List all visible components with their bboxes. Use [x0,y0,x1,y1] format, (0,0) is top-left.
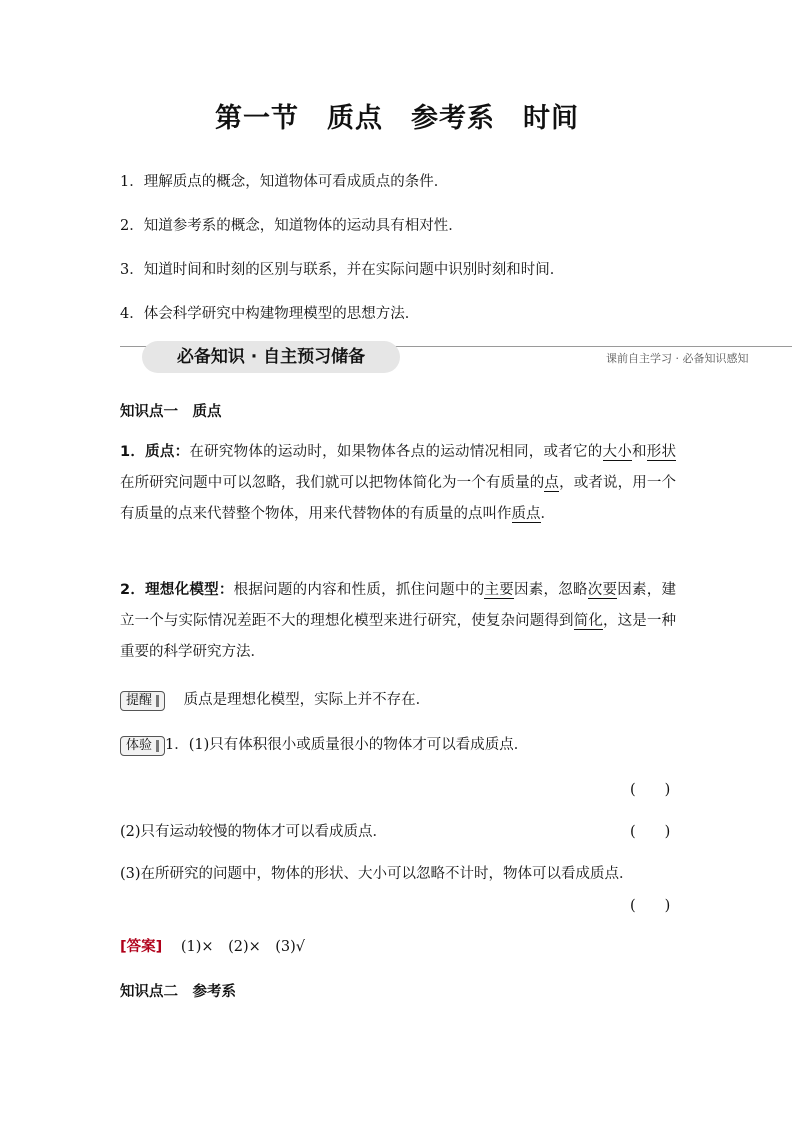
section-title: 必备知识 · 自主预习储备 [142,341,400,373]
kp1-heading: 知识点一 质点 [120,404,222,420]
p1-underline-2: 形状 [646,444,677,460]
answer-blank-3: ( ) [630,898,671,914]
objective-1: 1．理解质点的概念，知道物体可看成质点的条件． [120,174,449,190]
reminder-text: 质点是理想化模型，实际上并不存在． [183,692,431,708]
experience-tag: 体验 [120,736,165,756]
p2-text-2: 因素，忽略 [513,582,588,598]
answer-text: (1)× (2)× (3)√ [180,939,306,955]
objective-4: 4．体会科学研究中构建物理模型的思想方法． [120,306,420,322]
p2-underline-1: 主要 [484,582,514,598]
p2-text-3: 因素，建立一个与实际情况差距不大的理想化模型来进行研究，使复杂问题得到 [120,582,677,629]
p2-label: 2．理想化模型： [120,582,234,598]
p1-text-5: ． [540,506,555,522]
page-title: 第一节 质点 参考系 时间 [215,103,579,134]
experience-q2: (2)只有运动较慢的物体才可以看成质点． [120,824,388,840]
p1-underline-3: 点 [544,475,560,491]
kp1-paragraph-1 [120,437,676,530]
reminder-tag: 提醒 [120,691,165,711]
p1-text-4: ，或者说，用一个有质量的点来代替整个物体，用来代替物体的有质量的点叫作 [120,475,677,522]
p2-underline-2: 次要 [587,582,618,598]
p1-text-1: 在研究物体的运动时，如果物体各点的运动情况相同，或者它的 [189,444,603,460]
p1-text-2: 和 [632,444,647,460]
p2-text-1: 根据问题的内容和性质，抓住问题中的 [233,582,485,598]
objective-3: 3．知道时间和时刻的区别与联系，并在实际问题中识别时刻和时间． [120,262,565,278]
p1-label: 1．质点： [120,444,190,460]
p1-underline-4: 质点 [511,506,541,522]
answer-blank-2: ( ) [630,824,671,840]
experience-q3: (3)在所研究的问题中，物体的形状、大小可以忽略不计时，物体可以看成质点． [120,866,634,882]
answer-blank-1: ( ) [630,782,671,798]
answer [120,935,305,956]
reminder [120,688,430,711]
kp2-heading: 知识点二 参考系 [120,984,236,1000]
p2-underline-3: 简化 [573,613,603,629]
kp1-paragraph-2 [120,575,676,668]
objective-2: 2．知道参考系的概念，知道物体的运动具有相对性． [120,218,463,234]
experience-q1-text: 1．(1)只有体积很小或质量很小的物体才可以看成质点． [165,737,529,753]
experience-q1 [120,733,528,756]
section-right-label: 课前自主学习 · 必备知识感知 [606,352,749,365]
p1-text-3: 在所研究问题中可以忽略，我们就可以把物体简化为一个有质量的 [120,475,545,491]
p1-underline-1: 大小 [602,444,633,460]
p2-text-4: ，这是一种重要的科学研究方法． [120,613,677,660]
answer-label: [答案] [120,939,163,955]
